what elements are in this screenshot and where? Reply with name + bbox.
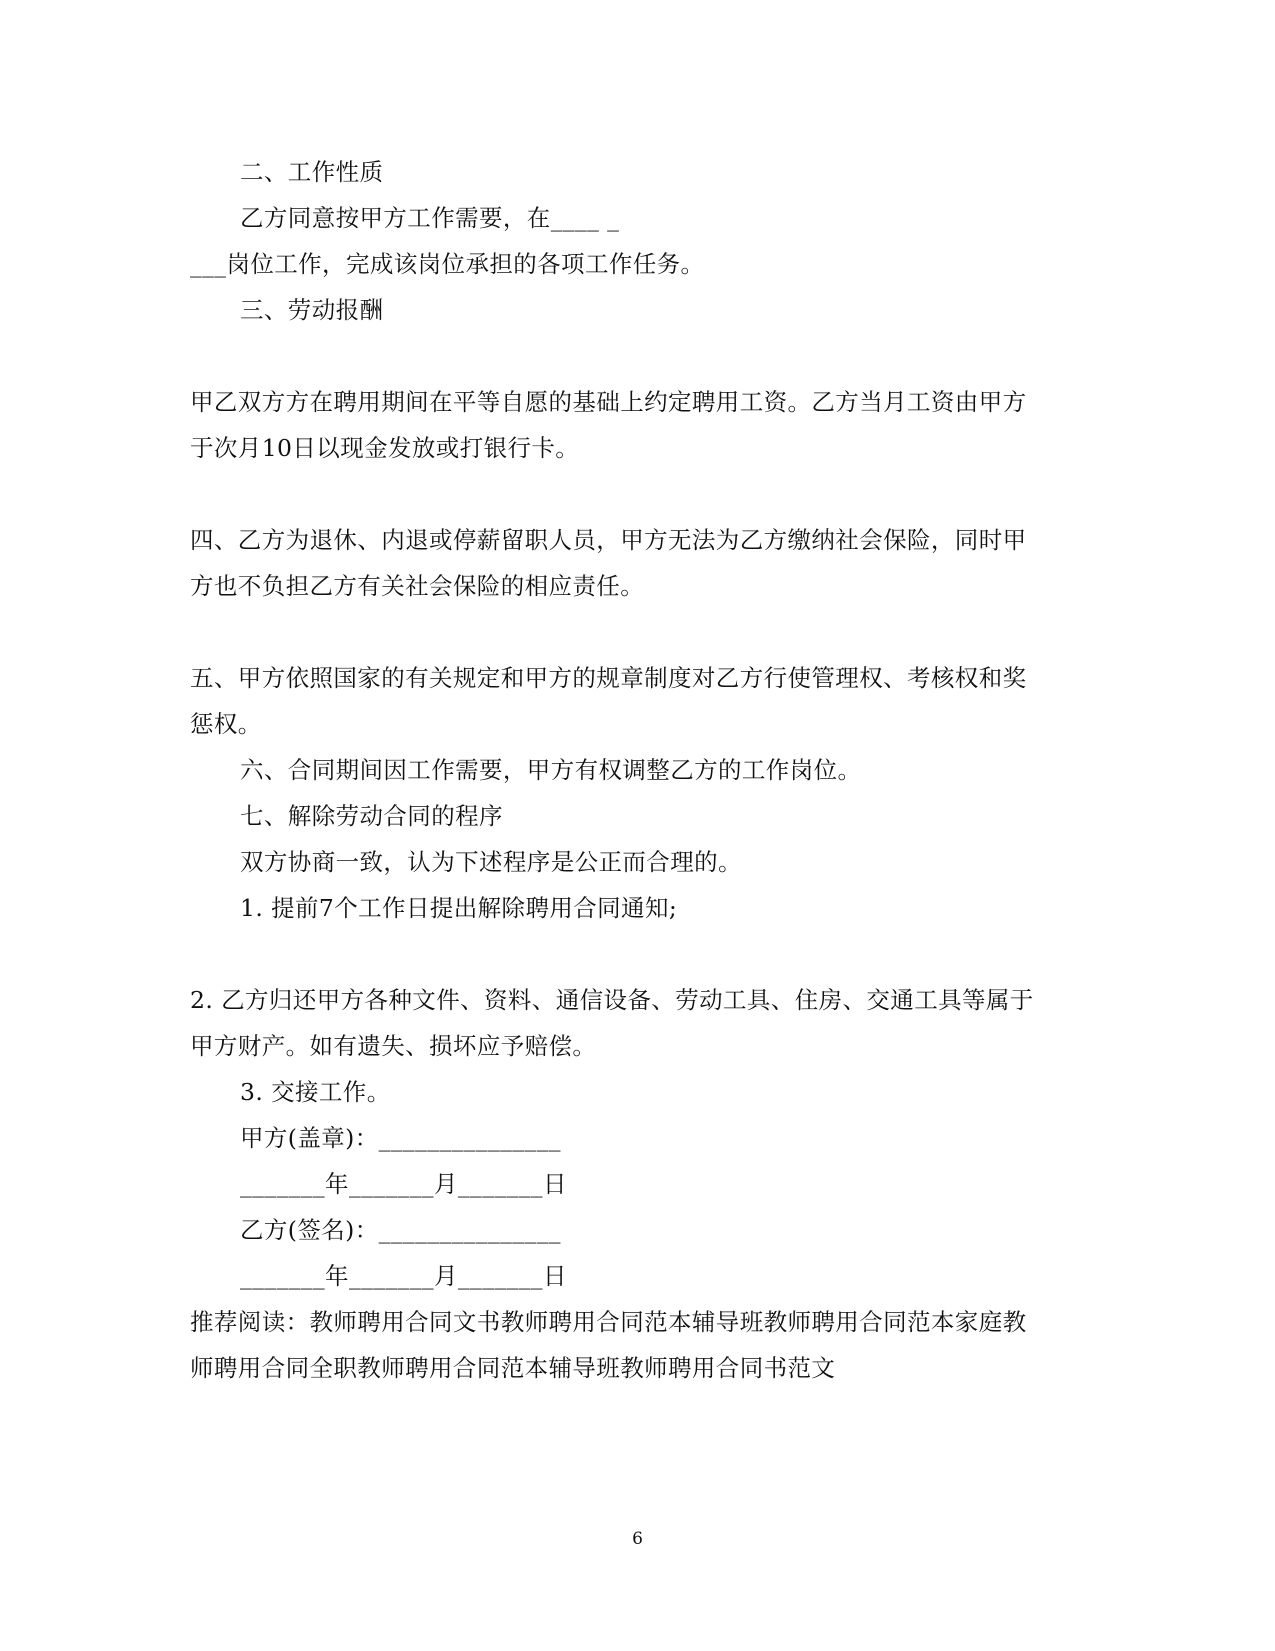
paragraph-line: 甲乙双方方在聘用期间在平等自愿的基础上约定聘用工资。乙方当月工资由甲方 (190, 388, 1027, 416)
signature-line-party-a: 甲方(盖章)：_______________ (240, 1124, 561, 1152)
recommended-reading: 推荐阅读：教师聘用合同文书教师聘用合同范本辅导班教师聘用合同范本家庭教 (190, 1308, 1027, 1336)
paragraph-line: 四、乙方为退休、内退或停薪留职人员，甲方无法为乙方缴纳社会保险，同时甲 (190, 526, 1027, 554)
date-line-party-a: _______年_______月_______日 (240, 1170, 567, 1198)
paragraph-line: 六、合同期间因工作需要，甲方有权调整乙方的工作岗位。 (240, 756, 862, 784)
paragraph-line: 惩权。 (190, 710, 262, 738)
paragraph-line: ___岗位工作，完成该岗位承担的各项工作任务。 (190, 250, 705, 278)
paragraph-line: 乙方同意按甲方工作需要，在____ _ (240, 204, 620, 232)
paragraph-line: 双方协商一致，认为下述程序是公正而合理的。 (240, 848, 742, 876)
section-heading-remuneration: 三、劳动报酬 (240, 296, 384, 324)
list-item: 2. 乙方归还甲方各种文件、资料、通信设备、劳动工具、住房、交通工具等属于 (190, 986, 1034, 1014)
paragraph-line: 甲方财产。如有遗失、损坏应予赔偿。 (190, 1032, 597, 1060)
paragraph-line: 五、甲方依照国家的有关规定和甲方的规章制度对乙方行使管理权、考核权和奖 (190, 664, 1027, 692)
signature-line-party-b: 乙方(签名)：_______________ (240, 1216, 561, 1244)
recommended-reading: 师聘用合同全职教师聘用合同范本辅导班教师聘用合同书范文 (190, 1354, 836, 1382)
date-line-party-b: _______年_______月_______日 (240, 1262, 567, 1290)
list-item: 1. 提前7个工作日提出解除聘用合同通知; (240, 894, 678, 922)
list-item: 3. 交接工作。 (240, 1078, 391, 1106)
section-heading-work-nature: 二、工作性质 (240, 158, 384, 186)
paragraph-line: 于次月10日以现金发放或打银行卡。 (190, 434, 580, 462)
paragraph-line: 方也不负担乙方有关社会保险的相应责任。 (190, 572, 645, 600)
section-heading-termination: 七、解除劳动合同的程序 (240, 802, 503, 830)
page-number: 6 (632, 1529, 643, 1549)
